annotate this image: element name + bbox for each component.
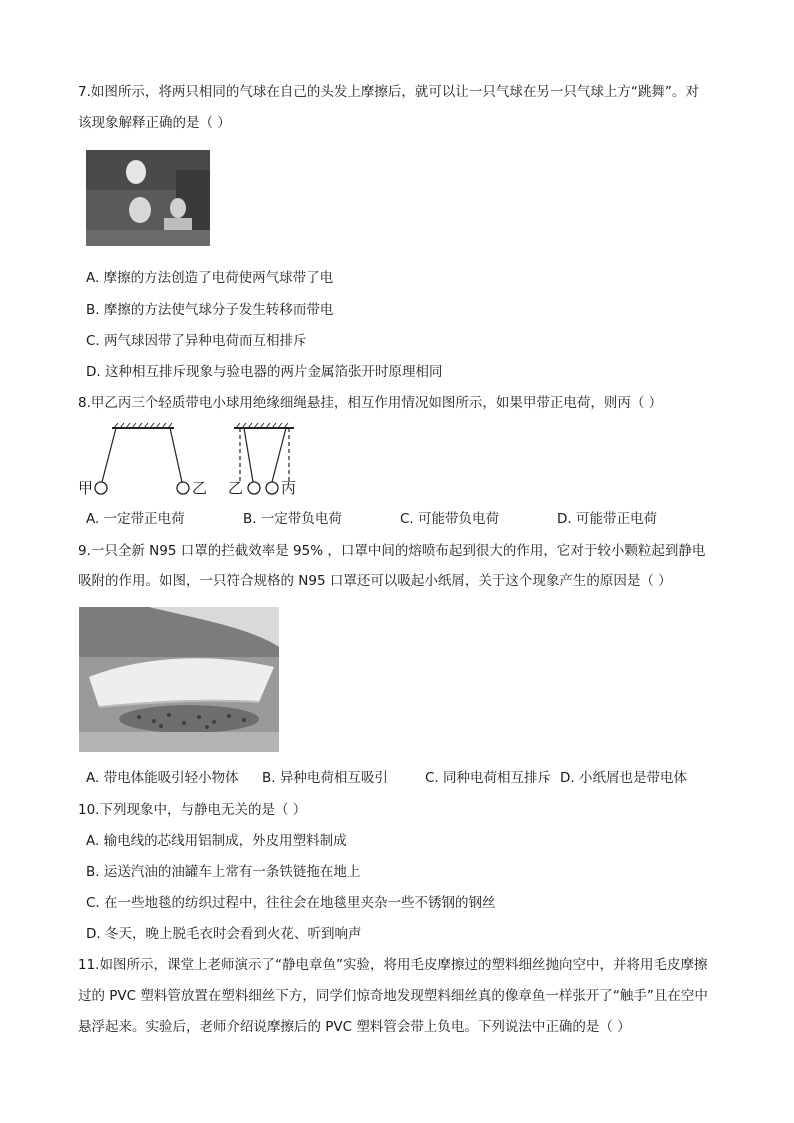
q7-option-c: C. 两气球因带了异种电荷而互相排斥 (86, 333, 307, 349)
q11-stem-line3: 悬浮起来。实验后，老师介绍说摩擦后的 PVC 塑料管会带上负电。下列说法中正确的是（ ） (78, 1019, 631, 1035)
q7-stem-line1: 7.如图所示，将两只相同的气球在自己的头发上摩擦后，就可以让一只气球在另一只气球上方“跳舞”。对 (78, 84, 699, 100)
ball-label-yi-right: 乙 (228, 479, 244, 497)
q9-option-c: C. 同种电荷相互排斥 (425, 770, 552, 786)
q11-stem-line1: 11.如图所示，课堂上老师演示了“静电章鱼”实验，将用毛皮摩擦过的塑料细丝抛向空中，并将用毛皮摩擦 (78, 957, 708, 973)
ball-label-jia: 甲 (78, 479, 94, 497)
q7-option-d: D. 这种相互排斥现象与验电器的两片金属箔张开时原理相同 (86, 364, 443, 380)
q7-option-b: B. 摩擦的方法使气球分子发生转移而带电 (86, 302, 334, 318)
balloon-photo (86, 150, 210, 246)
q9-stem-line1: 9.一只全新 N95 口罩的拦截效率是 95% ，口罩中间的熔喷布起到很大的作用，它对于较小颗粒起到静电 (78, 543, 706, 559)
q10-option-a: A. 输电线的芯线用铝制成，外皮用塑料制成 (86, 833, 347, 849)
q7-option-a: A. 摩擦的方法创造了电荷使两气球带了电 (86, 270, 334, 286)
q8-option-d: D. 可能带正电荷 (557, 511, 657, 527)
mask-photo-drawing (79, 607, 279, 752)
q11-stem-line2: 过的 PVC 塑料管放置在塑料细丝下方，同学们惊奇地发现塑料细丝真的像章鱼一样张开了“触手”且在空中 (78, 988, 708, 1004)
q8-option-b: B. 一定带负电荷 (243, 511, 342, 527)
ball-label-yi-left: 乙 (192, 479, 208, 497)
q9-option-d: D. 小纸屑也是带电体 (560, 770, 687, 786)
q10-option-d: D. 冬天，晚上脱毛衣时会看到火花、听到响声 (86, 926, 362, 942)
q9-stem-line2: 吸附的作用。如图，一只符合规格的 N95 口罩还可以吸起小纸屑，关于这个现象产生的原因是（ ） (78, 573, 672, 589)
ball-label-bing: 丙 (281, 479, 297, 497)
q8-option-a: A. 一定带正电荷 (86, 511, 185, 527)
balloon-photo-drawing (86, 150, 210, 246)
q9-option-b: B. 异种电荷相互吸引 (262, 770, 388, 786)
q10-option-b: B. 运送汽油的油罐车上常有一条铁链拖在地上 (86, 864, 361, 880)
q7-stem-line2: 该现象解释正确的是（ ） (78, 115, 231, 131)
q8-stem-line1: 8.甲乙丙三个轻质带电小球用绝缘细绳悬挂，相互作用情况如图所示，如果甲带正电荷，则丙（ ） (78, 395, 663, 411)
q10-stem-line1: 10.下列现象中，与静电无关的是（ ） (78, 802, 307, 818)
q10-option-c: C. 在一些地毯的纺织过程中，往往会在地毯里夹杂一些不锈钢的钢丝 (86, 895, 496, 911)
q8-option-c: C. 可能带负电荷 (400, 511, 500, 527)
q9-option-a: A. 带电体能吸引轻小物体 (86, 770, 239, 786)
mask-photo (79, 607, 279, 752)
